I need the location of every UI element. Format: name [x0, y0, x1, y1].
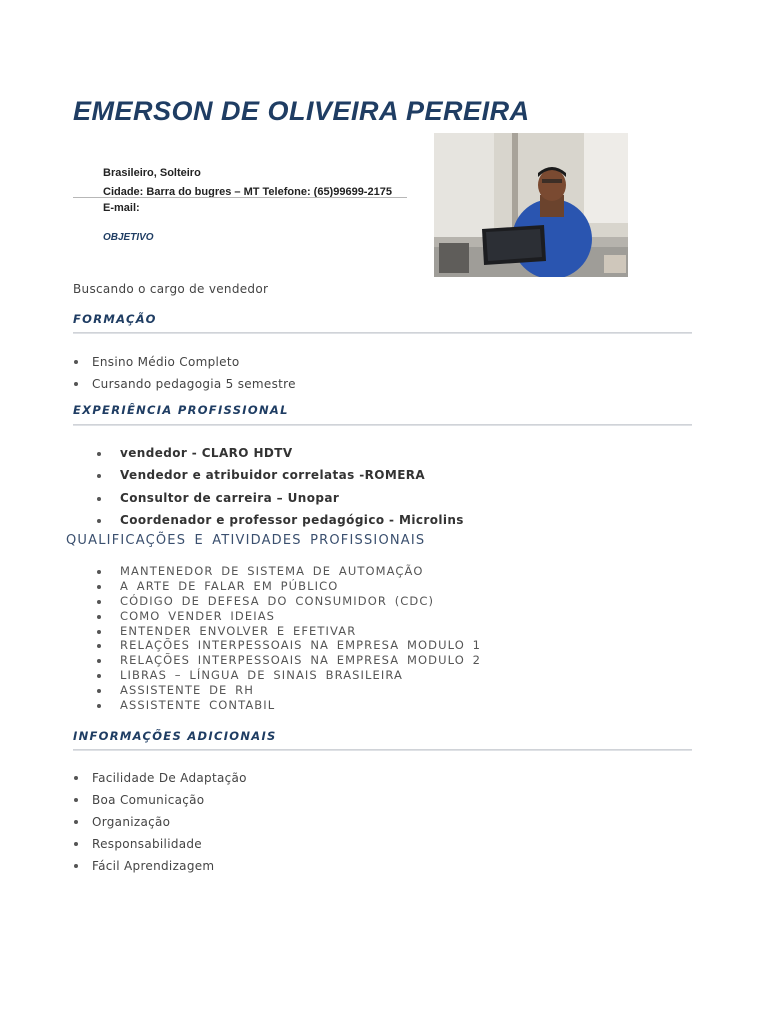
list-item: Cursando pedagogia 5 semestre [92, 373, 296, 395]
profile-photo [434, 133, 628, 277]
profile-photo-image [434, 133, 628, 277]
list-item: Facilidade De Adaptação [92, 767, 247, 789]
objective-text: Buscando o cargo de vendedor [73, 282, 269, 296]
experiencia-list [120, 442, 464, 531]
section-divider [73, 332, 692, 334]
list-item: vendedor - CLARO HDTV [120, 442, 464, 464]
candidate-name: EMERSON DE OLIVEIRA PEREIRA [73, 96, 530, 126]
list-item: COMO VENDER IDEIAS [120, 609, 481, 624]
nationality-status: Brasileiro, Solteiro [103, 167, 201, 179]
city-phone: Cidade: Barra do bugres – MT Telefone: (65)99699-2175 [103, 186, 392, 198]
list-item: LIBRAS – LÍNGUA DE SINAIS BRASILEIRA [120, 668, 481, 683]
section-title-adicionais: INFORMAÇÕES ADICIONAIS [73, 729, 277, 743]
list-item: Consultor de carreira – Unopar [120, 487, 464, 509]
objective-label: OBJETIVO [103, 232, 154, 243]
section-title-experiencia: EXPERIÊNCIA PROFISSIONAL [73, 403, 289, 417]
list-item: Ensino Médio Completo [92, 351, 296, 373]
adicionais-list [92, 767, 247, 877]
list-item: MANTENEDOR DE SISTEMA DE AUTOMAÇÃO [120, 564, 481, 579]
section-divider [73, 749, 692, 751]
email-label: E-mail: [103, 202, 140, 214]
list-item: Organização [92, 811, 247, 833]
list-item: Boa Comunicação [92, 789, 247, 811]
list-item: ASSISTENTE CONTABIL [120, 698, 481, 713]
list-item: CÓDIGO DE DEFESA DO CONSUMIDOR (CDC) [120, 594, 481, 609]
section-divider [73, 424, 692, 426]
list-item: RELAÇÕES INTERPESSOAIS NA EMPRESA MODULO 1 [120, 638, 482, 653]
list-item: Coordenador e professor pedagógico - Microlins [120, 509, 464, 531]
list-item: A ARTE DE FALAR EM PÚBLICO [120, 579, 481, 594]
list-item: Responsabilidade [92, 833, 247, 855]
list-item: ENTENDER ENVOLVER E EFETIVAR [120, 624, 481, 639]
section-title-formacao: FORMAÇÃO [73, 312, 157, 326]
list-item: ASSISTENTE DE RH [120, 683, 481, 698]
list-item: RELAÇÕES INTERPESSOAIS NA EMPRESA MODULO 2 [120, 653, 482, 668]
info-divider [73, 197, 407, 198]
qualificacoes-list [120, 564, 481, 713]
section-title-qualificacoes: QUALIFICAÇÕES E ATIVIDADES PROFISSIONAIS [66, 533, 426, 548]
formacao-list [92, 351, 296, 395]
list-item: Vendedor e atribuidor correlatas -ROMERA [120, 464, 464, 486]
list-item: Fácil Aprendizagem [92, 855, 247, 877]
